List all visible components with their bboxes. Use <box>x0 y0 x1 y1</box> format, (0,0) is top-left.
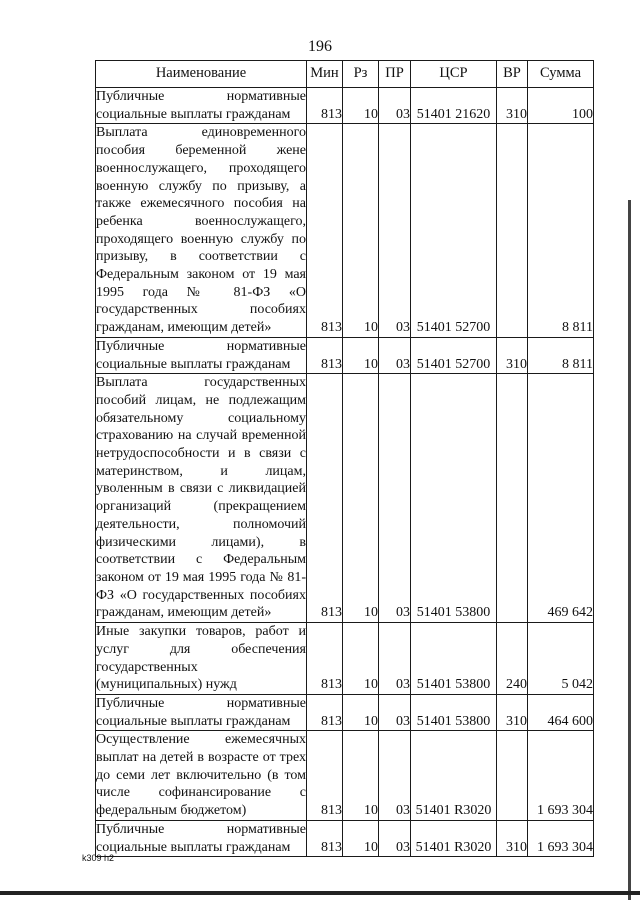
row-rz: 10 <box>343 820 379 856</box>
row-name: Публичные нормативные социальные выплаты гражданам <box>96 820 307 856</box>
row-csr: 51401 R3020 <box>411 731 497 821</box>
row-name: Публичные нормативные социальные выплаты гражданам <box>96 337 307 373</box>
row-name: Публичные нормативные социальные выплаты гражданам <box>96 88 307 124</box>
row-pr: 03 <box>379 88 411 124</box>
row-min: 813 <box>307 820 343 856</box>
row-pr: 03 <box>379 731 411 821</box>
header-vr: ВР <box>497 61 528 88</box>
row-min: 813 <box>307 337 343 373</box>
row-pr: 03 <box>379 820 411 856</box>
row-rz: 10 <box>343 623 379 695</box>
row-pr: 03 <box>379 337 411 373</box>
row-pr: 03 <box>379 374 411 623</box>
row-min: 813 <box>307 623 343 695</box>
header-min: Мин <box>307 61 343 88</box>
row-csr: 51401 53800 <box>411 623 497 695</box>
row-min: 813 <box>307 88 343 124</box>
row-csr: 51401 53800 <box>411 374 497 623</box>
table-row <box>96 374 594 623</box>
row-vr: 310 <box>497 337 528 373</box>
row-csr: 51401 52700 <box>411 337 497 373</box>
row-name: Публичные нормативные социальные выплаты гражданам <box>96 694 307 730</box>
row-name: Выплата государственных пособий лицам, не подлежащим обязательному социальному страхованию на случай временной нетрудоспособности и в связи с материнством, и лицам, уволенным в связи с ликвидацией организаций (прекращением деятельности, полномочий физическими лицами), в соответствии с Федеральным законом от 19 мая 1995 года № 81-ФЗ «О государственных пособиях гражданам, имеющим детей» <box>96 374 307 623</box>
row-sum: 469 642 <box>528 374 594 623</box>
header-csr: ЦСР <box>411 61 497 88</box>
row-min: 813 <box>307 731 343 821</box>
table-row <box>96 124 594 337</box>
row-pr: 03 <box>379 623 411 695</box>
row-rz: 10 <box>343 88 379 124</box>
row-rz: 10 <box>343 731 379 821</box>
budget-table <box>95 60 594 857</box>
row-sum: 5 042 <box>528 623 594 695</box>
row-rz: 10 <box>343 337 379 373</box>
header-pr: ПР <box>379 61 411 88</box>
row-rz: 10 <box>343 124 379 337</box>
footer-code: k309 h2 <box>82 853 115 863</box>
page-number: 196 <box>308 38 332 55</box>
row-pr: 03 <box>379 124 411 337</box>
row-sum: 8 811 <box>528 124 594 337</box>
row-sum: 8 811 <box>528 337 594 373</box>
row-sum: 464 600 <box>528 694 594 730</box>
table-row <box>96 820 594 856</box>
row-min: 813 <box>307 124 343 337</box>
row-min: 813 <box>307 374 343 623</box>
row-name: Выплата единовременного пособия беременной жене военнослужащего, проходящего военную службу по призыву, а также ежемесячного пособия на ребенка военнослужащего, проходящего военную службу по призыву, в соответствии с Федеральным законом от 19 мая 1995 года № 81-ФЗ «О государственных пособиях гражданам, имеющим детей» <box>96 124 307 337</box>
scan-edge-line <box>628 200 631 900</box>
scan-bottom-bar <box>0 891 640 895</box>
row-sum: 100 <box>528 88 594 124</box>
header-sum: Сумма <box>528 61 594 88</box>
row-vr: 310 <box>497 820 528 856</box>
table-row <box>96 731 594 821</box>
header-name: Наименование <box>96 61 307 88</box>
header-rz: Рз <box>343 61 379 88</box>
row-pr: 03 <box>379 694 411 730</box>
row-vr <box>497 374 528 623</box>
row-vr <box>497 731 528 821</box>
row-csr: 51401 R3020 <box>411 820 497 856</box>
row-name: Иные закупки товаров, работ и услуг для обеспечения государственных (муниципальных) нужд <box>96 623 307 695</box>
row-vr: 310 <box>497 694 528 730</box>
row-rz: 10 <box>343 694 379 730</box>
table-header-row <box>96 61 594 88</box>
table-row <box>96 337 594 373</box>
row-vr <box>497 124 528 337</box>
row-sum: 1 693 304 <box>528 820 594 856</box>
row-vr: 240 <box>497 623 528 695</box>
row-name: Осуществление ежемесячных выплат на детей в возрасте от трех до семи лет включительно (в том числе софинансирование с федеральным бюджетом) <box>96 731 307 821</box>
row-csr: 51401 21620 <box>411 88 497 124</box>
row-min: 813 <box>307 694 343 730</box>
row-sum: 1 693 304 <box>528 731 594 821</box>
table-row <box>96 623 594 695</box>
table-row <box>96 694 594 730</box>
row-csr: 51401 53800 <box>411 694 497 730</box>
row-csr: 51401 52700 <box>411 124 497 337</box>
row-vr: 310 <box>497 88 528 124</box>
table-row <box>96 88 594 124</box>
row-rz: 10 <box>343 374 379 623</box>
